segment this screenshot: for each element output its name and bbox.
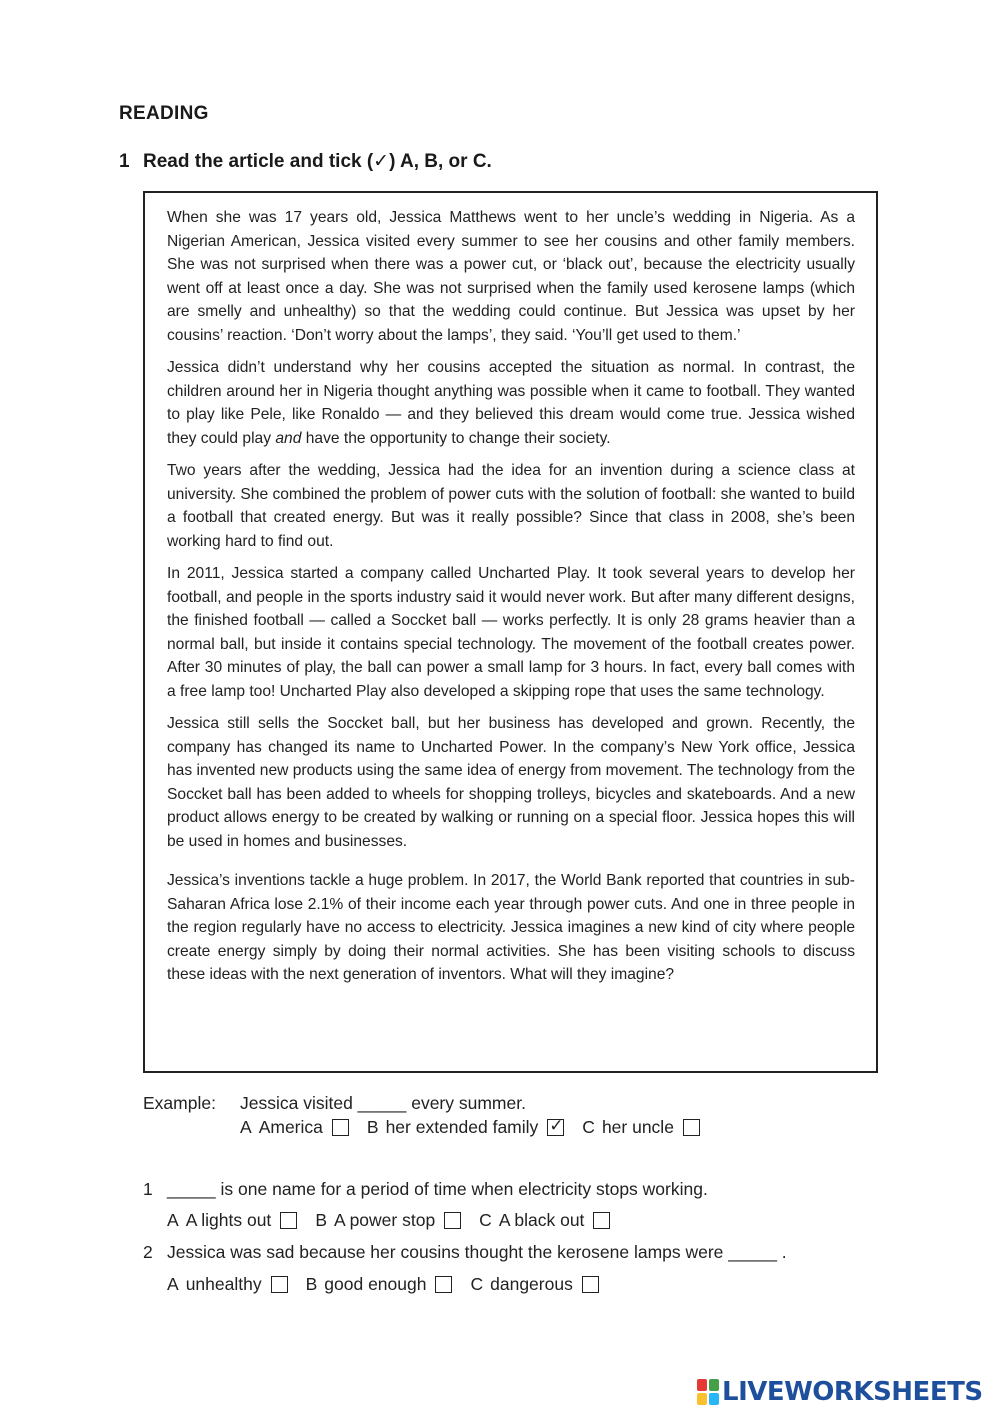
article-paragraph: When she was 17 years old, Jessica Matthews went to her uncle’s wedding in Nigeria. As a Nigerian American, Jessica visited every summer to see her cousins and other family members. She was not surprised when there was a power cut, or ‘black out’, because the electricity usually went off at least once a day. She was not surprised when the family used kerosene lamps (which are smelly and unhealthy) so that the wedding could continue. But Jessica was upset by her cousins’ reaction. ‘Don’t worry about the lamps’, they said. ‘You’ll get used to them.’ bbox=[167, 209, 855, 344]
instruction bbox=[119, 150, 492, 173]
q2-option-b: B good enough bbox=[306, 1274, 453, 1295]
q2-checkbox-b[interactable] bbox=[435, 1276, 452, 1293]
q2-option-c: C dangerous bbox=[470, 1274, 598, 1295]
q2-checkbox-a[interactable] bbox=[271, 1276, 288, 1293]
logo-square-yellow bbox=[697, 1393, 707, 1405]
check-icon: ✓ bbox=[549, 1116, 564, 1135]
question-text: Jessica was sad because her cousins thought the kerosene lamps were _____ . bbox=[167, 1242, 787, 1262]
instruction-text: Read the article and tick (✓) A, B, or C. bbox=[143, 151, 492, 172]
q1-option-b: B A power stop bbox=[315, 1210, 461, 1231]
question-2 bbox=[143, 1242, 787, 1295]
q1-checkbox-c[interactable] bbox=[593, 1212, 610, 1229]
q1-option-a: A A lights out bbox=[167, 1210, 297, 1231]
q2-option-a: A unhealthy bbox=[167, 1274, 288, 1295]
example-checkbox-a[interactable] bbox=[332, 1119, 349, 1136]
article-paragraph: Jessica didn’t understand why her cousins accepted the situation as normal. In contrast, the children around her in Nigeria thought anything was possible when it came to football. They wanted to play like Pele, like Ronaldo — and they believed this dream would come true. Jessica wished they could play and have the opportunity to change their society. bbox=[167, 359, 855, 447]
example-label: Example: bbox=[143, 1093, 216, 1113]
watermark-text: LIVEWORKSHEETS bbox=[722, 1377, 983, 1407]
example-question: Jessica visited _____ every summer. bbox=[240, 1093, 526, 1113]
example-checkbox-b[interactable] bbox=[547, 1116, 564, 1136]
article-box bbox=[143, 191, 878, 1073]
logo-square-red bbox=[697, 1379, 707, 1391]
article-paragraph: Jessica still sells the Soccket ball, but her business has developed and grown. Recently, the company has changed its name to Uncharted Power. In the company’s New York office, Jessica has invented new products using the same idea of energy from movement. The technology from the Soccket ball has been added to wheels for shopping trolleys, bicycles and skateboards. And a new product allows energy to be created by walking or running on a special floor. Jessica hopes this will be used in homes and businesses. bbox=[167, 715, 855, 850]
q1-checkbox-a[interactable] bbox=[280, 1212, 297, 1229]
instruction-number: 1 bbox=[119, 151, 130, 172]
question-number: 2 bbox=[143, 1242, 153, 1262]
example-block bbox=[143, 1093, 718, 1138]
article-paragraph: In 2011, Jessica started a company called Uncharted Play. It took several years to develop her football, and people in the sports industry said it would never work. But after many different designs, the finished football — called a Soccket ball — works perfectly. It is only 28 grams heavier than a normal ball, but inside it contains special technology. The movement of the football creates power. After 30 minutes of play, the ball can power a small lamp for 3 hours. In fact, every ball comes with a free lamp too! Uncharted Play also developed a skipping rope that uses the same technology. bbox=[167, 565, 855, 700]
logo-square-green bbox=[709, 1379, 719, 1391]
section-title: READING bbox=[119, 103, 209, 124]
example-option-c: C her uncle bbox=[582, 1117, 700, 1138]
liveworksheets-logo bbox=[697, 1377, 983, 1407]
question-1 bbox=[143, 1179, 708, 1231]
example-option-b: B her extended family ✓ bbox=[366, 1116, 564, 1137]
liveworksheets-logo-icon bbox=[697, 1379, 719, 1405]
logo-square-lightblue bbox=[709, 1393, 719, 1405]
q2-checkbox-c[interactable] bbox=[582, 1276, 599, 1293]
article-paragraph: Two years after the wedding, Jessica had the idea for an invention during a science class at university. She combined the problem of power cuts with the solution of football: she wanted to build a football that created energy. But was it really possible? Since that class in 2008, she’s been working hard to find out. bbox=[167, 462, 855, 550]
q1-checkbox-b[interactable] bbox=[444, 1212, 461, 1229]
question-text: _____ is one name for a period of time when electricity stops working. bbox=[167, 1179, 708, 1199]
example-checkbox-c[interactable] bbox=[683, 1119, 700, 1136]
question-number: 1 bbox=[143, 1179, 153, 1199]
q1-option-c: C A black out bbox=[479, 1210, 610, 1231]
article-paragraph: Jessica’s inventions tackle a huge problem. In 2017, the World Bank reported that countries in sub-Saharan Africa lose 2.1% of their income each year through power cuts. And one in three people in the region regularly have no access to electricity. Jessica imagines a new kind of city where people create energy simply by doing their normal activities. She has been visiting schools to discuss these ideas with the next generation of inventors. What will they imagine? bbox=[167, 872, 855, 983]
example-option-a: A America bbox=[240, 1117, 349, 1138]
